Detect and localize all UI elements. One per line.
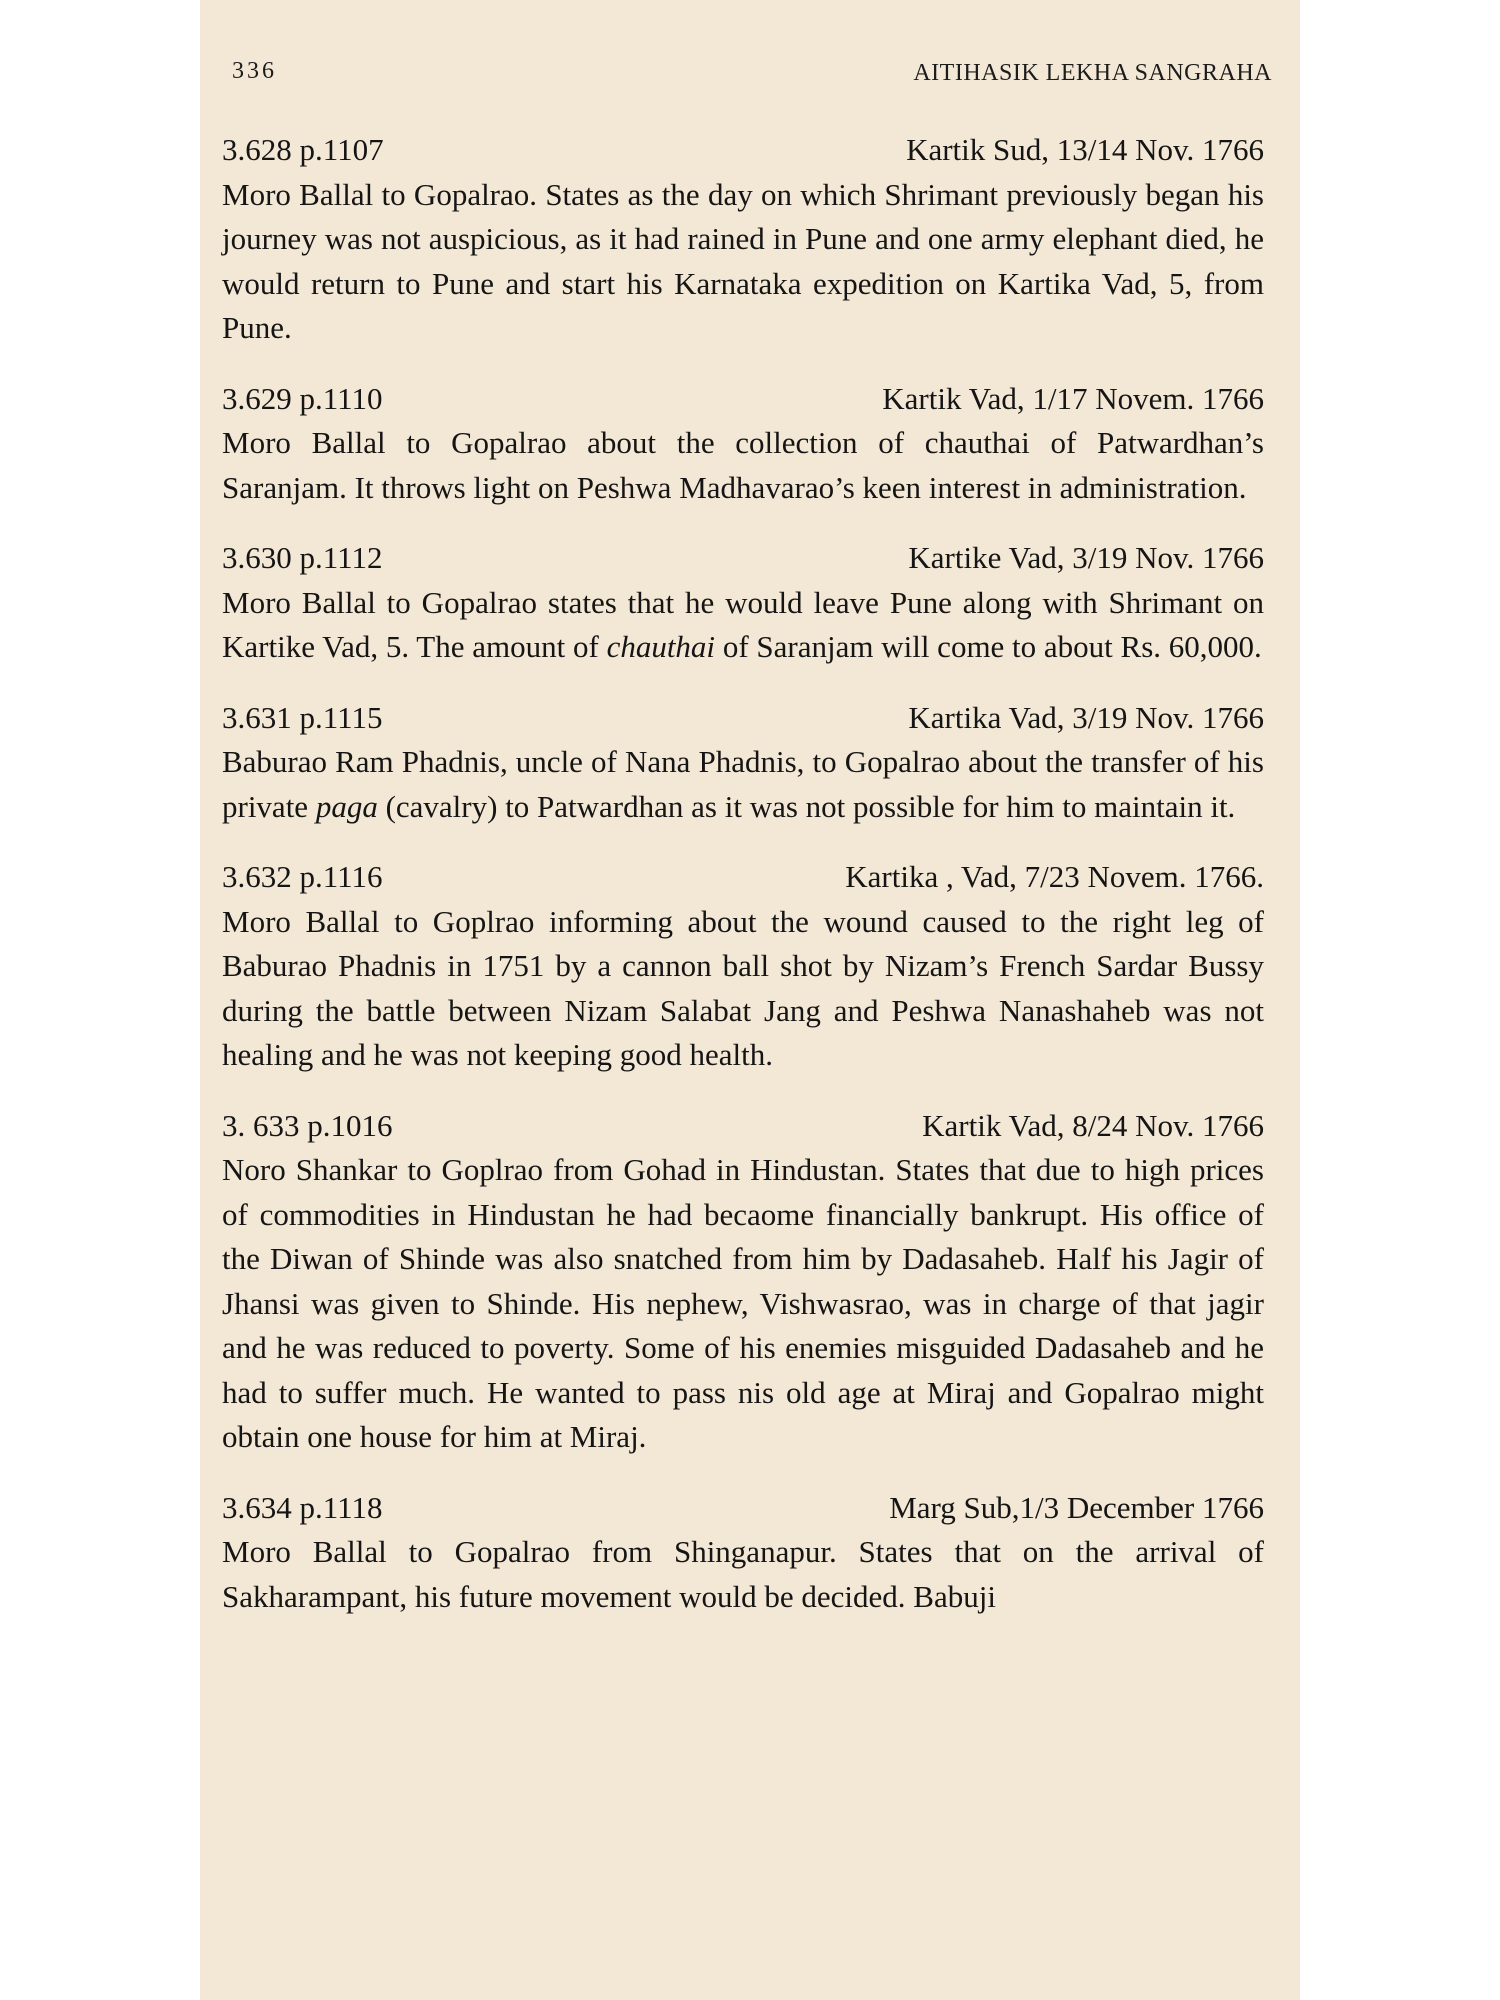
page-header — [232, 58, 1272, 98]
entry-3-631 — [222, 696, 1264, 830]
entry-date: Kartik Vad, 8/24 Nov. 1766 — [922, 1107, 1264, 1143]
entry-text: Moro Ballal to Gopalrao about the collection of chauthai of Patwardhan’s Saranjam. It throws light on Peshwa Madhavarao’s keen interest in administration. — [222, 425, 1264, 505]
entry-reference: 3.632 p.1116 — [222, 859, 383, 894]
entry-reference: 3.634 p.1118 — [222, 1489, 383, 1525]
page-number: 336 — [232, 58, 277, 84]
entry-text-part: Moro Ballal to Gopalrao states that he would leave Pune along with Shrimant on Kartike Vad, 5. The amount of — [222, 584, 1264, 664]
entry-date: Kartika , Vad, 7/23 Novem. 1766. — [845, 859, 1264, 894]
entry-reference: 3.631 p.1115 — [222, 699, 383, 735]
running-title: AITIHASIK LEKHA SANGRAHA — [913, 60, 1272, 86]
entries-list — [222, 128, 1264, 1645]
entry-reference: 3.630 p.1112 — [222, 540, 383, 575]
entry-heading — [222, 536, 1264, 581]
entry-heading — [222, 855, 1264, 900]
entry-italic-term: paga — [315, 788, 378, 824]
entry-text-part: of Saranjam will come to about Rs. 60,000. — [715, 629, 1262, 664]
entry-text — [222, 740, 1264, 829]
entry-heading — [222, 696, 1264, 741]
entry-3-630 — [222, 536, 1264, 670]
entry-reference: 3.629 p.1110 — [222, 380, 383, 416]
entry-3-634 — [222, 1486, 1264, 1620]
entry-3-628 — [222, 128, 1264, 351]
entry-date: Kartike Vad, 3/19 Nov. 1766 — [908, 540, 1264, 575]
entry-text-part: (cavalry) to Patwardhan as it was not possible for him to maintain it. — [377, 788, 1236, 824]
entry-reference: 3.628 p.1107 — [222, 132, 384, 167]
book-page — [200, 0, 1300, 2000]
entry-text: Noro Shankar to Goplrao from Gohad in Hindustan. States that due to high prices of commodities in Hindustan he had becaome financially bankrupt. His office of the Diwan of Shinde was also snatched from him by Dadasaheb. Half his Jagir of Jhansi was given to Shinde. His nephew, Vishwasrao, was in charge of that jagir and he was reduced to poverty. Some of his enemies misguided Dadasaheb and he had to suffer much. He wanted to pass nis old age at Miraj and Gopalrao might obtain one house for him at Miraj. — [222, 1152, 1264, 1454]
entry-reference: 3. 633 p.1016 — [222, 1107, 393, 1143]
entry-3-629 — [222, 377, 1264, 511]
entry-text: Moro Ballal to Gopalrao from Shinganapur. States that on the arrival of Sakharampant, his future movement would be decided. Babuji — [222, 1534, 1264, 1614]
entry-text: Moro Ballal to Goplrao informing about the wound caused to the right leg of Baburao Phadnis in 1751 by a cannon ball shot by Nizam’s French Sardar Bussy during the battle between Nizam Salabat Jang and Peshwa Nanashaheb was not healing and he was not keeping good health. — [222, 903, 1264, 1072]
entry-date: Kartika Vad, 3/19 Nov. 1766 — [908, 699, 1264, 735]
entry-date: Kartik Sud, 13/14 Nov. 1766 — [906, 132, 1264, 167]
entry-3-632 — [222, 855, 1264, 1078]
entry-3-633 — [222, 1104, 1264, 1460]
entry-text: Moro Ballal to Gopalrao. States as the day on which Shrimant previously began his journey was not auspicious, as it had rained in Pune and one army elephant died, he would return to Pune and start his Karnataka expedition on Kartika Vad, 5, from Pune. — [222, 176, 1264, 345]
entry-text-part: Baburao Ram Phadnis, uncle of Nana Phadnis, to Gopalrao about the transfer of his private — [222, 744, 1264, 824]
entry-italic-term: chauthai — [606, 629, 716, 664]
entry-heading — [222, 377, 1264, 422]
entry-heading — [222, 128, 1264, 173]
entry-heading — [222, 1104, 1264, 1149]
entry-date: Marg Sub,1/3 December 1766 — [889, 1489, 1264, 1525]
entry-heading — [222, 1486, 1264, 1531]
entry-text — [222, 581, 1264, 670]
entry-date: Kartik Vad, 1/17 Novem. 1766 — [882, 380, 1264, 416]
